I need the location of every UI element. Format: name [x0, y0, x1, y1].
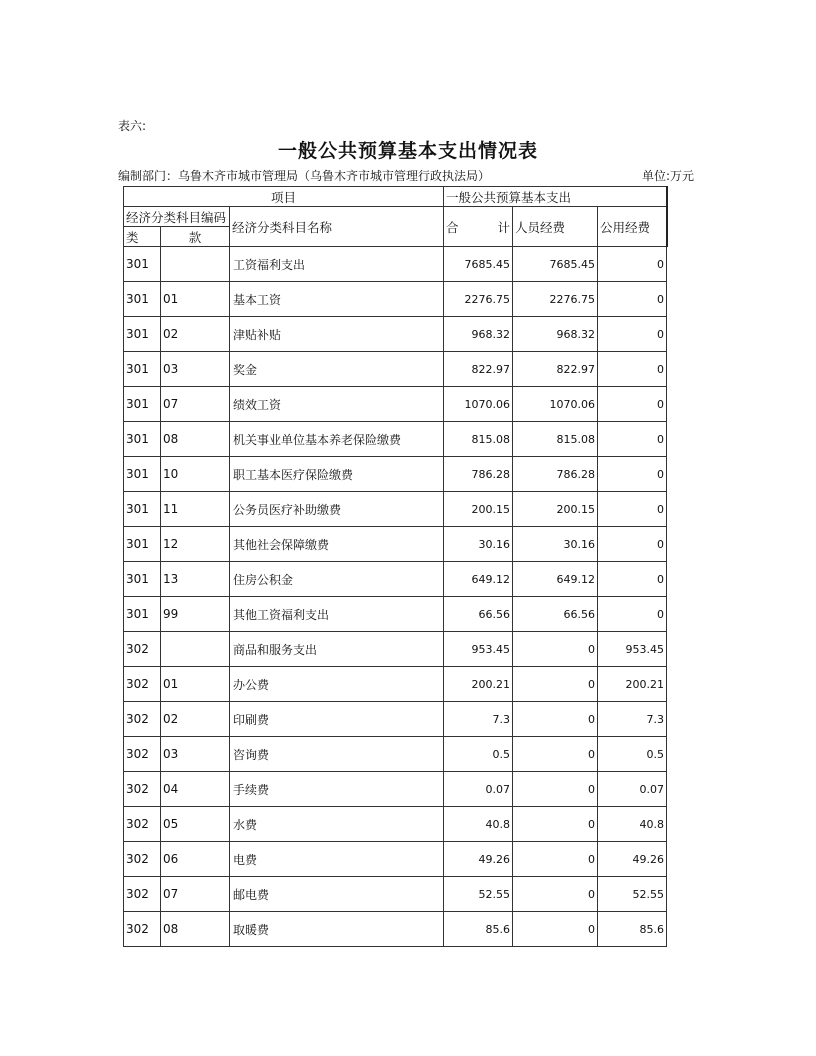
table-row — [124, 807, 667, 842]
row-public: 0 — [598, 457, 667, 492]
row-public: 0 — [598, 247, 667, 282]
row-total: 1070.06 — [444, 387, 513, 422]
row-total: 822.97 — [444, 352, 513, 387]
table-row — [124, 492, 667, 527]
row-staff: 0 — [513, 807, 598, 842]
row-kuan: 07 — [161, 387, 230, 422]
row-kuan: 03 — [161, 737, 230, 772]
row-lei: 302 — [124, 737, 161, 772]
header-name-col: 经济分类科目名称 — [230, 207, 444, 247]
row-total: 7.3 — [444, 702, 513, 737]
table-row — [124, 562, 667, 597]
row-total: 85.6 — [444, 912, 513, 947]
row-name: 住房公积金 — [230, 562, 444, 597]
row-lei: 301 — [124, 422, 161, 457]
row-public: 0 — [598, 387, 667, 422]
table-row — [124, 667, 667, 702]
table-row — [124, 352, 667, 387]
row-staff: 30.16 — [513, 527, 598, 562]
unit-label: 单位:万元 — [641, 169, 694, 183]
header-project: 项目 — [124, 187, 444, 207]
row-total: 200.15 — [444, 492, 513, 527]
row-total: 0.5 — [444, 737, 513, 772]
row-staff: 200.15 — [513, 492, 598, 527]
row-total: 30.16 — [444, 527, 513, 562]
row-lei: 302 — [124, 877, 161, 912]
row-name: 水费 — [230, 807, 444, 842]
header-total — [444, 207, 513, 247]
table-row — [124, 702, 667, 737]
table-row — [124, 772, 667, 807]
row-kuan: 99 — [161, 597, 230, 632]
row-staff: 0 — [513, 912, 598, 947]
page-title: 一般公共预算基本支出情况表 — [277, 140, 538, 162]
row-total: 40.8 — [444, 807, 513, 842]
row-public: 953.45 — [598, 632, 667, 667]
row-staff: 0 — [513, 737, 598, 772]
header-budget-group: 一般公共预算基本支出 — [444, 187, 667, 207]
row-staff: 66.56 — [513, 597, 598, 632]
department-label: 编制部门：乌鲁木齐市城市管理局（乌鲁木齐市城市管理行政执法局） — [118, 169, 491, 183]
header-code-group: 经济分类科目编码 — [124, 207, 230, 227]
row-staff: 0 — [513, 632, 598, 667]
row-name: 咨询费 — [230, 737, 444, 772]
row-staff: 649.12 — [513, 562, 598, 597]
row-total: 786.28 — [444, 457, 513, 492]
row-public: 52.55 — [598, 877, 667, 912]
table-row — [124, 317, 667, 352]
row-name: 手续费 — [230, 772, 444, 807]
row-public: 49.26 — [598, 842, 667, 877]
header-total-b: 计 — [497, 219, 510, 235]
row-staff: 1070.06 — [513, 387, 598, 422]
row-kuan: 01 — [161, 667, 230, 702]
row-staff: 786.28 — [513, 457, 598, 492]
row-public: 0 — [598, 352, 667, 387]
row-total: 7685.45 — [444, 247, 513, 282]
row-lei: 302 — [124, 842, 161, 877]
row-total: 200.21 — [444, 667, 513, 702]
row-public: 0 — [598, 317, 667, 352]
row-name: 公务员医疗补助缴费 — [230, 492, 444, 527]
row-kuan: 10 — [161, 457, 230, 492]
row-kuan: 11 — [161, 492, 230, 527]
row-total: 0.07 — [444, 772, 513, 807]
row-kuan: 02 — [161, 702, 230, 737]
row-name: 职工基本医疗保险缴费 — [230, 457, 444, 492]
row-name: 绩效工资 — [230, 387, 444, 422]
row-name: 办公费 — [230, 667, 444, 702]
row-name: 其他社会保障缴费 — [230, 527, 444, 562]
row-kuan — [161, 247, 230, 282]
row-lei: 301 — [124, 317, 161, 352]
row-total: 649.12 — [444, 562, 513, 597]
table-row — [124, 457, 667, 492]
row-total: 968.32 — [444, 317, 513, 352]
row-name: 工资福利支出 — [230, 247, 444, 282]
row-name: 印刷费 — [230, 702, 444, 737]
table-row — [124, 247, 667, 282]
row-lei: 301 — [124, 527, 161, 562]
row-name: 电费 — [230, 842, 444, 877]
row-public: 0 — [598, 527, 667, 562]
row-total: 52.55 — [444, 877, 513, 912]
row-staff: 0 — [513, 702, 598, 737]
row-lei: 301 — [124, 247, 161, 282]
sheet-label: 表六: — [118, 119, 147, 133]
header-staff: 人员经费 — [513, 207, 598, 247]
row-lei: 301 — [124, 492, 161, 527]
row-name: 津贴补贴 — [230, 317, 444, 352]
row-lei: 302 — [124, 667, 161, 702]
row-lei: 302 — [124, 632, 161, 667]
row-name: 商品和服务支出 — [230, 632, 444, 667]
header-lei: 类 — [124, 227, 161, 247]
header-public: 公用经费 — [598, 207, 667, 247]
row-kuan: 06 — [161, 842, 230, 877]
row-kuan: 02 — [161, 317, 230, 352]
table-row — [124, 422, 667, 457]
table-row — [124, 912, 667, 947]
table-row — [124, 842, 667, 877]
table-row — [124, 632, 667, 667]
row-kuan: 12 — [161, 527, 230, 562]
row-lei: 302 — [124, 912, 161, 947]
row-name: 取暖费 — [230, 912, 444, 947]
table-row — [124, 597, 667, 632]
row-lei: 302 — [124, 807, 161, 842]
row-public: 40.8 — [598, 807, 667, 842]
row-total: 953.45 — [444, 632, 513, 667]
row-public: 0 — [598, 597, 667, 632]
row-public: 0 — [598, 282, 667, 317]
row-staff: 968.32 — [513, 317, 598, 352]
table-row — [124, 527, 667, 562]
table-row — [124, 737, 667, 772]
row-kuan: 03 — [161, 352, 230, 387]
table-row — [124, 282, 667, 317]
header-kuan: 款 — [161, 227, 230, 247]
row-lei: 301 — [124, 387, 161, 422]
row-staff: 7685.45 — [513, 247, 598, 282]
row-public: 85.6 — [598, 912, 667, 947]
row-lei: 301 — [124, 352, 161, 387]
row-kuan: 01 — [161, 282, 230, 317]
row-staff: 0 — [513, 842, 598, 877]
row-lei: 302 — [124, 702, 161, 737]
row-kuan: 08 — [161, 912, 230, 947]
row-total: 815.08 — [444, 422, 513, 457]
row-public: 0.5 — [598, 737, 667, 772]
row-staff: 815.08 — [513, 422, 598, 457]
row-public: 0.07 — [598, 772, 667, 807]
header-total-a: 合 — [446, 219, 459, 235]
row-public: 200.21 — [598, 667, 667, 702]
row-total: 66.56 — [444, 597, 513, 632]
row-lei: 301 — [124, 282, 161, 317]
row-staff: 0 — [513, 877, 598, 912]
row-total: 49.26 — [444, 842, 513, 877]
row-lei: 302 — [124, 772, 161, 807]
row-staff: 0 — [513, 772, 598, 807]
row-kuan: 04 — [161, 772, 230, 807]
expenditure-table — [123, 186, 668, 947]
table-row — [124, 387, 667, 422]
row-name: 邮电费 — [230, 877, 444, 912]
row-public: 0 — [598, 562, 667, 597]
table-row — [124, 877, 667, 912]
row-total: 2276.75 — [444, 282, 513, 317]
row-name: 机关事业单位基本养老保险缴费 — [230, 422, 444, 457]
row-kuan — [161, 632, 230, 667]
row-public: 7.3 — [598, 702, 667, 737]
row-kuan: 13 — [161, 562, 230, 597]
row-lei: 301 — [124, 562, 161, 597]
row-name: 其他工资福利支出 — [230, 597, 444, 632]
row-kuan: 05 — [161, 807, 230, 842]
row-name: 奖金 — [230, 352, 444, 387]
row-lei: 301 — [124, 597, 161, 632]
row-lei: 301 — [124, 457, 161, 492]
row-staff: 822.97 — [513, 352, 598, 387]
row-staff: 2276.75 — [513, 282, 598, 317]
row-name: 基本工资 — [230, 282, 444, 317]
row-staff: 0 — [513, 667, 598, 702]
row-public: 0 — [598, 492, 667, 527]
row-public: 0 — [598, 422, 667, 457]
row-kuan: 08 — [161, 422, 230, 457]
row-kuan: 07 — [161, 877, 230, 912]
